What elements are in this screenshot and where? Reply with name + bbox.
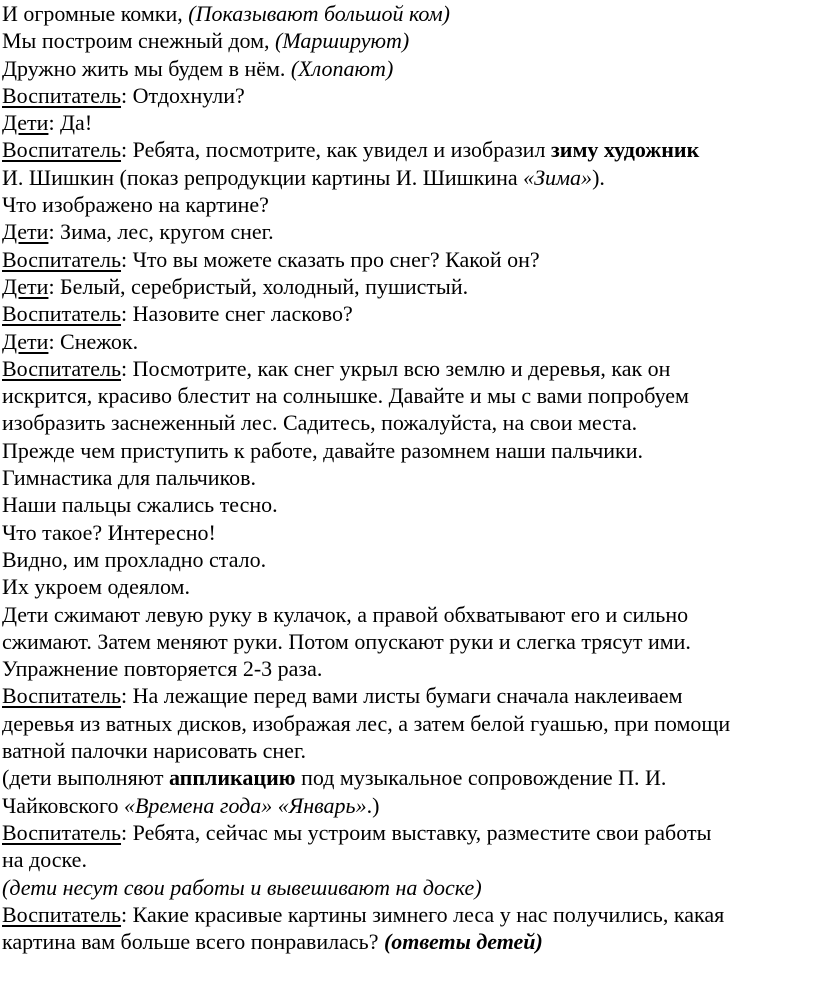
document-page [2, 0, 812, 955]
text-run: Мы построим снежный дом, [2, 28, 276, 54]
text-line [2, 273, 812, 300]
text-line [2, 682, 812, 709]
text-run: Гимнастика для пальчиков. [2, 465, 257, 491]
text-line [2, 246, 812, 273]
text-run: : Снежок. [48, 328, 139, 354]
text-run: Дети сжимают левую руку в кулачок, а правой обхватывают его и сильно [2, 601, 689, 627]
text-line [2, 792, 812, 819]
text-line [2, 928, 812, 955]
text-line [2, 136, 812, 163]
text-line [2, 710, 812, 737]
text-run: Что такое? Интересно! [2, 519, 216, 545]
text-line [2, 519, 812, 546]
text-run: : Да! [48, 110, 93, 136]
speaker-label: Воспитатель [2, 819, 122, 845]
text-run: Упражнение повторяется 2-3 раза. [2, 656, 323, 682]
text-run: И огромные комки, [2, 1, 189, 26]
text-run: : На лежащие перед вами листы бумаги сначала наклеиваем [121, 683, 683, 709]
text-line [2, 764, 812, 791]
emphasis-text: зиму художник [550, 137, 700, 163]
text-run: (дети выполняют [2, 765, 169, 791]
text-line [2, 82, 812, 109]
stage-direction: (Хлопают) [290, 55, 394, 81]
text-line [2, 491, 812, 518]
text-line [2, 164, 812, 191]
text-run: : Что вы можете сказать про снег? Какой он? [121, 246, 540, 272]
text-line [2, 655, 812, 682]
stage-direction: «Зима» [523, 164, 593, 190]
text-run: Дружно жить мы будем в нём. [2, 55, 291, 81]
text-line [2, 27, 812, 54]
stage-direction: (Показывают большой ком) [188, 1, 450, 26]
stage-direction: (ответы детей) [383, 929, 543, 955]
text-run: : Ребята, посмотрите, как увидел и изобразил [121, 137, 551, 163]
text-line [2, 573, 812, 600]
text-line [2, 382, 812, 409]
stage-direction: (Маршируют) [275, 28, 410, 54]
stage-direction: «Времена года» «Январь» [123, 792, 367, 818]
emphasis-text: аппликацию [168, 765, 296, 791]
speaker-label: Воспитатель [2, 301, 122, 327]
text-line [2, 464, 812, 491]
text-run: искрится, красиво блестит на солнышке. Давайте и мы с вами попробуем [2, 383, 689, 409]
text-run: : Белый, серебристый, холодный, пушистый. [48, 273, 469, 299]
text-line [2, 409, 812, 436]
text-line [2, 218, 812, 245]
text-run: : Назовите снег ласково? [121, 301, 353, 327]
speaker-label: Воспитатель [2, 901, 122, 927]
text-run: Наши пальцы сжались тесно. [2, 492, 278, 518]
text-run: .) [366, 792, 380, 818]
speaker-label: Дети [2, 219, 49, 245]
text-run: сжимают. Затем меняют руки. Потом опускают руки и слегка трясут ими. [2, 628, 691, 654]
text-run: Что изображено на картине? [2, 192, 269, 218]
text-run: Прежде чем приступить к работе, давайте разомнем наши пальчики. [2, 437, 644, 463]
text-run: деревья из ватных дисков, изображая лес, а затем белой гуашью, при помощи [2, 710, 731, 736]
text-run: : Ребята, сейчас мы устроим выставку, разместите свои работы [121, 819, 712, 845]
text-run: на доске. [2, 847, 87, 873]
speaker-label: Дети [2, 273, 49, 299]
text-line [2, 901, 812, 928]
text-run: ). [592, 164, 605, 190]
text-run: картина вам больше всего понравилась? [2, 929, 384, 955]
text-run: под музыкальное сопровождение П. И. [295, 765, 667, 791]
text-run: ватной палочки нарисовать снег. [2, 738, 306, 764]
speaker-label: Дети [2, 110, 49, 136]
text-line [2, 819, 812, 846]
text-run: Чайковского [2, 792, 124, 818]
speaker-label: Воспитатель [2, 683, 122, 709]
text-line [2, 355, 812, 382]
speaker-label: Дети [2, 328, 49, 354]
text-run: И. Шишкин (показ репродукции картины И. Шишкина [2, 164, 524, 190]
text-run: изобразить заснеженный лес. Садитесь, пожалуйста, на свои места. [2, 410, 638, 436]
text-line [2, 55, 812, 82]
text-line [2, 601, 812, 628]
text-run: : Какие красивые картины зимнего леса у нас получились, какая [121, 901, 725, 927]
speaker-label: Воспитатель [2, 137, 122, 163]
text-line [2, 737, 812, 764]
text-line [2, 546, 812, 573]
text-run: : Посмотрите, как снег укрыл всю землю и деревья, как он [121, 355, 671, 381]
text-run: : Отдохнули? [121, 82, 245, 108]
text-line [2, 191, 812, 218]
text-line [2, 437, 812, 464]
stage-direction: (дети несут свои работы и вывешивают на доске) [2, 874, 482, 900]
text-line [2, 0, 812, 27]
text-line [2, 628, 812, 655]
speaker-label: Воспитатель [2, 355, 122, 381]
text-line [2, 328, 812, 355]
text-line [2, 846, 812, 873]
text-run: : Зима, лес, кругом снег. [48, 219, 274, 245]
speaker-label: Воспитатель [2, 82, 122, 108]
text-run: Их укроем одеялом. [2, 574, 190, 600]
text-line [2, 300, 812, 327]
text-run: Видно, им прохладно стало. [2, 546, 267, 572]
speaker-label: Воспитатель [2, 246, 122, 272]
text-line [2, 109, 812, 136]
text-line [2, 874, 812, 901]
